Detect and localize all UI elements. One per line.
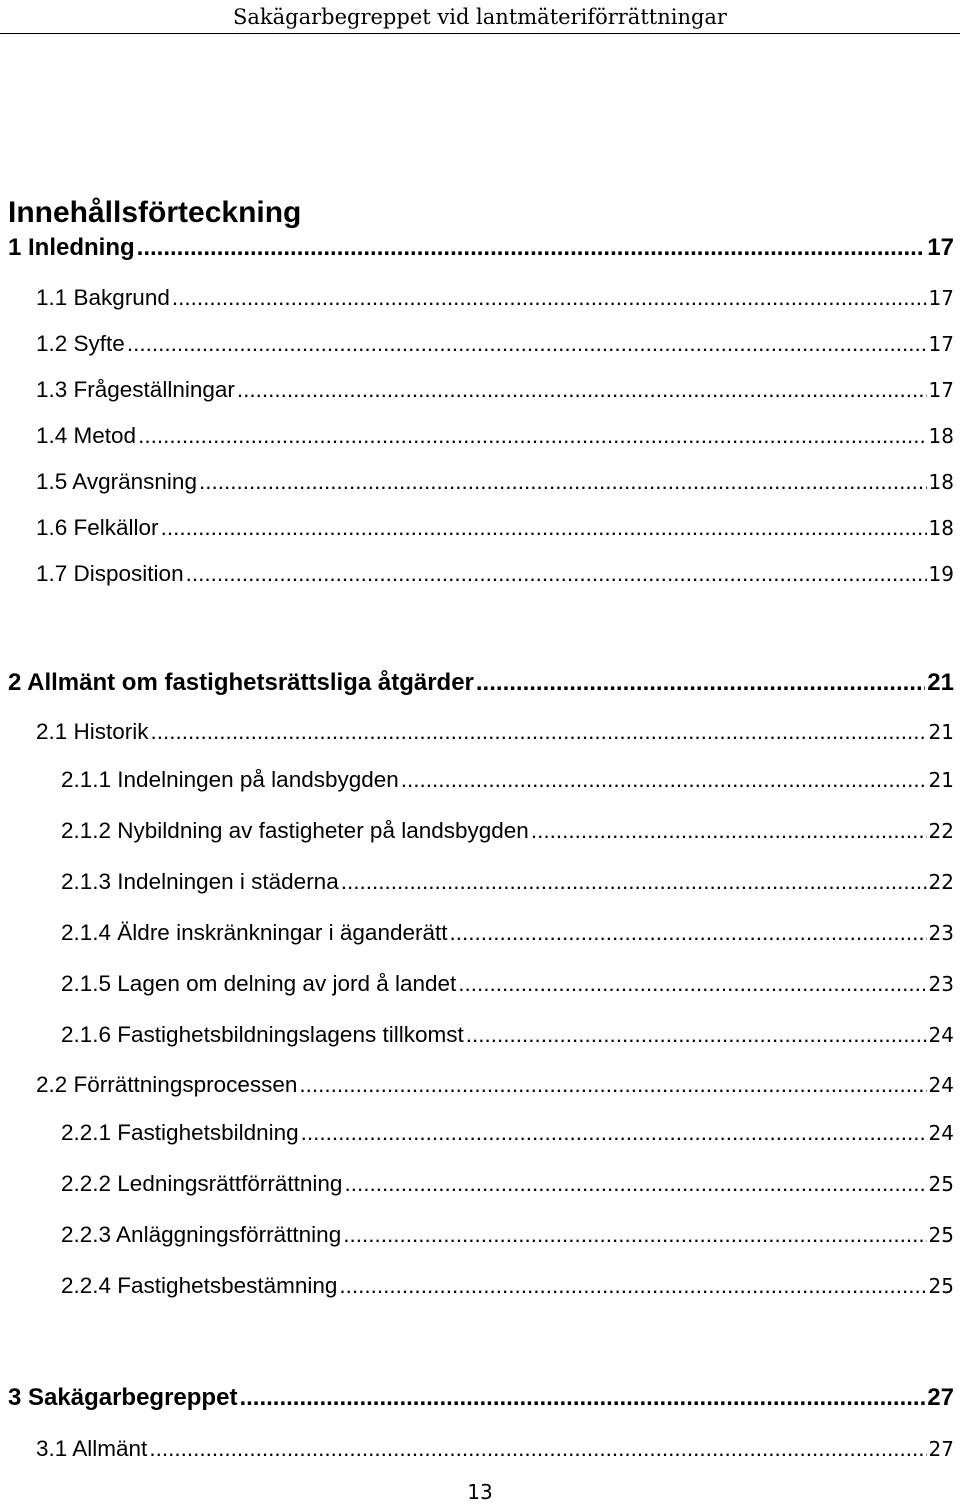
- toc-entry-text: 2.2.1 Fastighetsbildning: [61, 1120, 299, 1145]
- toc-entry-1-5[interactable]: [36, 469, 954, 495]
- toc-dot-leader: [127, 331, 927, 357]
- toc-entry-text: 2.1 Historik: [36, 719, 149, 744]
- toc-entry-text: 2.1.2 Nybildning av fastigheter på landsbygden: [61, 818, 529, 843]
- toc-entry-text: 2.1.6 Fastighetsbildningslagens tillkomst: [61, 1022, 464, 1047]
- toc-entry-text: 3 Sakägarbegreppet: [8, 1384, 238, 1411]
- toc-page-number: 17: [928, 332, 954, 356]
- toc-entry-2-2-1[interactable]: [61, 1120, 954, 1146]
- toc-page-number: 21: [928, 720, 954, 744]
- toc-entry-1-7[interactable]: [36, 561, 954, 587]
- running-header: Sakägarbegreppet vid lantmäteriförrättningar: [233, 5, 727, 29]
- toc-entry-text: 1.2 Syfte: [36, 331, 125, 356]
- toc-page-number: 24: [928, 1121, 954, 1145]
- toc-entry-1-6[interactable]: [36, 515, 954, 541]
- toc-dot-leader: [339, 1273, 926, 1299]
- toc-dot-leader: [531, 818, 927, 844]
- toc-page-number: 17: [928, 286, 954, 310]
- toc-title: Innehållsförteckning: [8, 196, 302, 229]
- toc-dot-leader: [237, 377, 927, 403]
- toc-page-number: 27: [928, 1437, 954, 1461]
- toc-entry-2-2-3[interactable]: [61, 1222, 954, 1248]
- toc-page-number: 25: [928, 1172, 954, 1196]
- toc-entry-text: 2.2 Förrättningsprocessen: [36, 1072, 298, 1097]
- toc-entry-text: 2.2.4 Fastighetsbestämning: [61, 1273, 338, 1298]
- toc-entry-2[interactable]: [8, 669, 954, 697]
- toc-page-number: 21: [927, 669, 954, 696]
- toc-entry-text: 2.1.4 Äldre inskränkningar i äganderätt: [61, 920, 448, 945]
- toc-entry-text: 1.4 Metod: [36, 423, 137, 448]
- page-number: 13: [467, 1480, 493, 1504]
- toc-entry-2-1[interactable]: [36, 719, 954, 745]
- toc-entry-text: 2.2.3 Anläggningsförrättning: [61, 1222, 342, 1247]
- toc-dot-leader: [138, 423, 926, 449]
- toc-page-number: 18: [928, 424, 954, 448]
- toc-dot-leader: [466, 1022, 927, 1048]
- toc-entry-text: 1.7 Disposition: [36, 561, 184, 586]
- header-divider: [0, 33, 960, 34]
- toc-page-number: 25: [928, 1274, 954, 1298]
- toc-entry-text: 1 Inledning: [8, 234, 135, 261]
- toc-page-number: 22: [928, 819, 954, 843]
- toc-dot-leader: [343, 1222, 926, 1248]
- toc-entry-text: 3.1 Allmänt: [36, 1436, 148, 1461]
- toc-page-number: 17: [927, 234, 954, 261]
- toc-page-number: 25: [928, 1223, 954, 1247]
- toc-dot-leader: [344, 1171, 926, 1197]
- toc-entry-text: 2 Allmänt om fastighetsrättsliga åtgärder: [8, 669, 474, 696]
- toc-page-number: 27: [927, 1384, 954, 1411]
- toc-dot-leader: [341, 869, 927, 895]
- toc-dot-leader: [149, 1436, 926, 1462]
- toc-entry-3-1[interactable]: [36, 1436, 954, 1462]
- toc-entry-1-2[interactable]: [36, 331, 954, 357]
- toc-page-number: 22: [928, 870, 954, 894]
- toc-entry-2-1-3[interactable]: [61, 869, 954, 895]
- toc-entry-text: 1.3 Frågeställningar: [36, 377, 235, 402]
- toc-page-number: 18: [928, 516, 954, 540]
- toc-page-number: 24: [928, 1023, 954, 1047]
- toc-dot-leader: [199, 469, 927, 495]
- toc-page-number: 18: [928, 470, 954, 494]
- toc-entry-2-1-1[interactable]: [61, 767, 954, 793]
- toc-entry-text: 2.2.2 Ledningsrättförrättning: [61, 1171, 343, 1196]
- toc-page-number: 21: [928, 768, 954, 792]
- toc-dot-leader: [137, 234, 926, 262]
- toc-dot-leader: [299, 1072, 926, 1098]
- toc-page-number: 17: [928, 378, 954, 402]
- toc-dot-leader: [401, 767, 927, 793]
- toc-dot-leader: [161, 515, 927, 541]
- toc-entry-2-1-2[interactable]: [61, 818, 954, 844]
- toc-page-number: 23: [928, 921, 954, 945]
- toc-page-number: 19: [928, 562, 954, 586]
- toc-entry-text: 2.1.1 Indelningen på landsbygden: [61, 767, 399, 792]
- toc-entry-text: 2.1.3 Indelningen i städerna: [61, 869, 339, 894]
- toc-dot-leader: [186, 561, 927, 587]
- toc-dot-leader: [172, 285, 927, 311]
- toc-entry-3[interactable]: [8, 1384, 954, 1412]
- toc-dot-leader: [458, 971, 926, 997]
- toc-entry-2-1-5[interactable]: [61, 971, 954, 997]
- toc-entry-2-2-2[interactable]: [61, 1171, 954, 1197]
- toc-dot-leader: [151, 719, 927, 745]
- toc-entry-1-1[interactable]: [36, 285, 954, 311]
- toc-entry-2-1-6[interactable]: [61, 1022, 954, 1048]
- toc-entry-1[interactable]: [8, 234, 954, 262]
- toc-dot-leader: [450, 920, 927, 946]
- toc-entry-text: 1.6 Felkällor: [36, 515, 159, 540]
- toc-entry-1-3[interactable]: [36, 377, 954, 403]
- toc-dot-leader: [476, 669, 925, 697]
- toc-dot-leader: [239, 1384, 925, 1412]
- toc-entry-1-4[interactable]: [36, 423, 954, 449]
- toc-page-number: 24: [928, 1073, 954, 1097]
- toc-dot-leader: [301, 1120, 927, 1146]
- toc-entry-text: 1.5 Avgränsning: [36, 469, 197, 494]
- toc-entry-2-2-4[interactable]: [61, 1273, 954, 1299]
- toc-entry-text: 2.1.5 Lagen om delning av jord å landet: [61, 971, 457, 996]
- toc-entry-2-1-4[interactable]: [61, 920, 954, 946]
- toc-page-number: 23: [928, 972, 954, 996]
- toc-entry-2-2[interactable]: [36, 1072, 954, 1098]
- toc-entry-text: 1.1 Bakgrund: [36, 285, 170, 310]
